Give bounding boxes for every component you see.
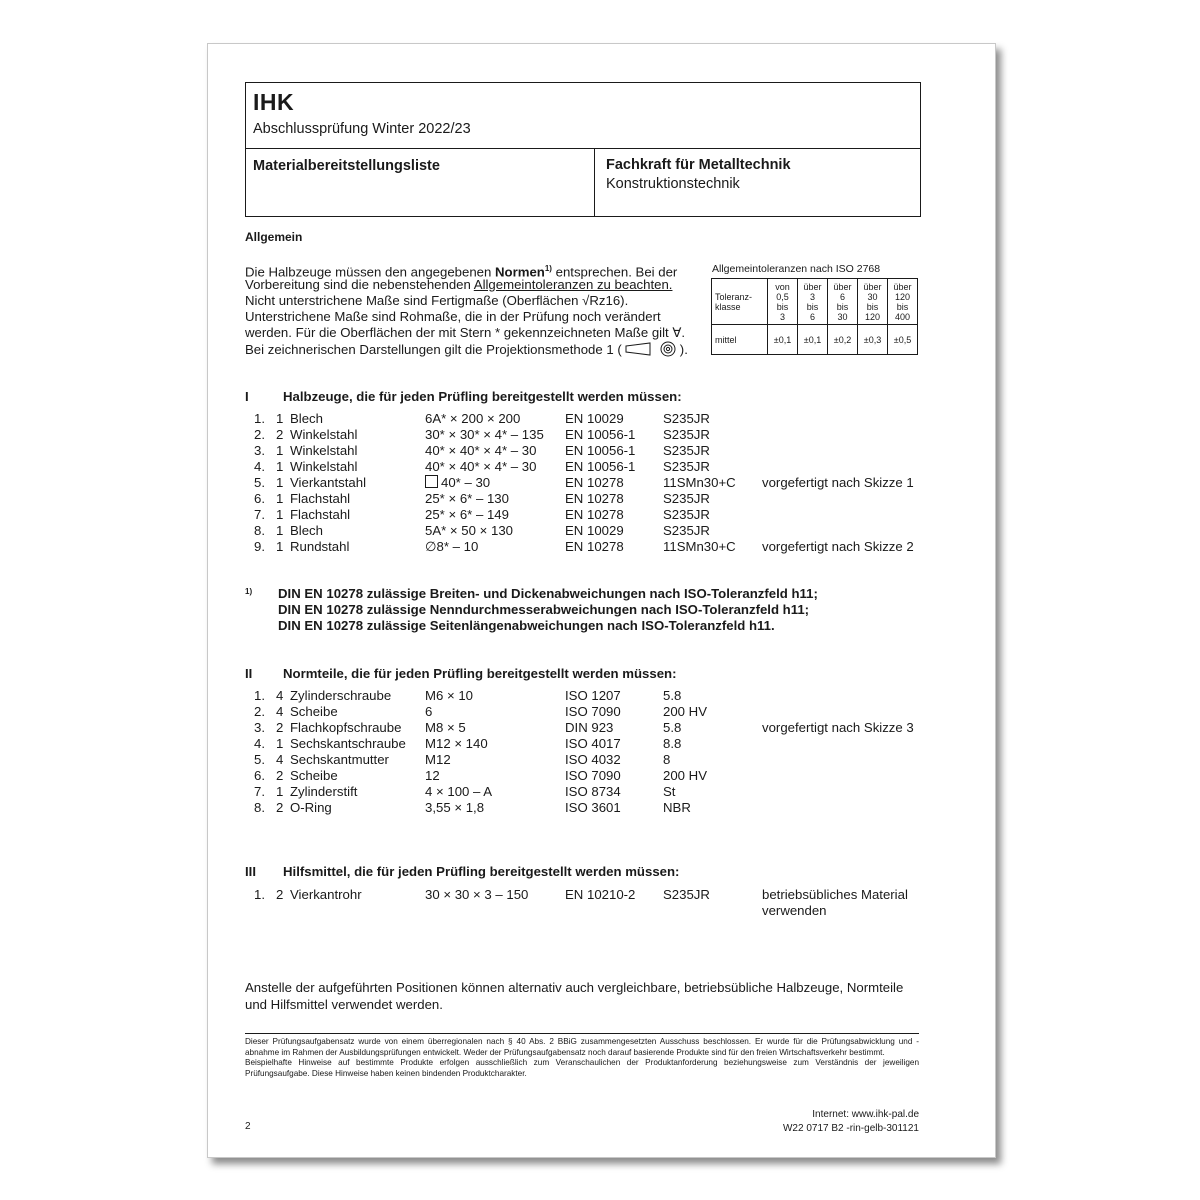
general-line-3: Nicht unterstrichene Maße sind Fertigmaße (Oberflächen √Rz16).: [245, 293, 629, 308]
exam-title: Abschlussprüfung Winter 2022/23: [253, 121, 471, 137]
general-heading: Allgemein: [245, 230, 303, 244]
page-number: 2: [245, 1121, 251, 1132]
projection-method-icon: [624, 341, 678, 357]
header-divider-vertical: [594, 148, 595, 216]
section-1-heading: I Halbzeuge, die für jeden Prüfling bereitgestellt werden müssen:: [245, 389, 682, 404]
tolerance-value: ±0,1: [768, 325, 798, 355]
tolerance-table: [711, 278, 918, 355]
closing-note: Anstelle der aufgeführten Positionen können alternativ auch vergleichbare, betriebsübliche Halbzeuge, Normteile und Hilfsmittel verwendet werden.: [245, 980, 904, 1012]
section-3-heading: III Hilfsmittel, die für jeden Prüfling bereitgestellt werden müssen:: [245, 864, 680, 879]
tolerance-table-title: Allgemeintoleranzen nach ISO 2768: [712, 263, 881, 275]
general-line-1: Die Halbzeuge müssen den angegebenen Normen$^{1)}$ entsprechen. Bei der: [245, 264, 678, 280]
general-line-6: Bei zeichnerischen Darstellungen gilt die Projektionsmethode 1 ( ).: [245, 342, 688, 357]
tolerance-class-header: Toleranz- klasse: [712, 279, 768, 325]
footnote-line: DIN EN 10278 zulässige Seitenlängenabweichungen nach ISO-Toleranzfeld h11.: [278, 618, 775, 633]
tolerance-value: ±0,1: [798, 325, 828, 355]
range-2: über 6 bis 30: [828, 279, 858, 325]
document-page: IHK Abschlussprüfung Winter 2022/23 Materialbereitstellungsliste Fachkraft für Metalltechnik Konstruktionstechnik Allgemein Die Halbzeuge müssen den angegebenen Normen$^{1)}$ entsprechen. Bei der Vorbereitung sind die nebenstehenden Allgemeintoleranzen zu beachten. Nicht unterstrichene Maße sind Fertigmaße (Oberflächen √Rz16). Unterstrichene Maße sind Rohmaße, die in der Prüfung noch verändert werden. Für die Oberflächen der mit Stern * gekennzeichneten Maße gilt ∀. Bei zeichnerischen Darstellungen gilt die Projektionsmethode 1 ( ). Allgemeintoleranzen nach ISO 2768 Toleranz- klasse von 0,5 bis 3 über 3 bis 6 über 6 bis 30 über 30 bis 120 über 120 bis 400 mittel ±0,1 ±0,1 ±0,2 ±0,3 ±0,5 I Halbzeuge, die für jeden Prüfling bereitgestellt werden müssen: 1. 1 Blech 6A* × 200 × 200 EN 10029 S235JR 2. 2 Winkelstahl 30* × 30* × 4* – 135 EN 10056-1 S235JR 3. 1 Winkelstahl 40* × 40* × 4* – 30 EN 10056-1 S235JR 4. 1 Winkelstahl 40* × 40* × 4* – 30 EN 10056-1 S235JR 5. 1 Vierkantstahl 40* – 30 EN 10278 11SMn30+C vorgefertigt nach Skizze 1 6. 1 Flachstahl 25* × 6* – 130 EN 10278 S235JR 7. 1 Flachstahl 25* × 6* – 149 EN 10278 S235JR 8. 1 Blech 5A* × 50 × 130 EN 10029 S235JR 9. 1 Rundstahl ∅8* – 10 EN 10278 11SMn30+C vorgefertigt nach Skizze 2 1) DIN EN 10278 zulässige Breiten- und Dickenabweichungen nach ISO-Toleranzfeld h11; DIN EN 10278 zulässige Nenndurchmesserabweichungen nach ISO-Toleranzfeld h11; DIN EN 10278 zulässige Seitenlängenabweichungen nach ISO-Toleranzfeld h11. II Normteile, die für jeden Prüfling bereitgestellt werden müssen: 1. 4 Zylinderschraube M6 × 10 ISO 1207 5.8 2. 4 Scheibe 6 ISO 7090 200 HV 3. 2 Flachkopfschraube M8 × 5 DIN 923 5.8 vorgefertigt nach Skizze 3 4. 1 Sechskantschraube M12 × 140 ISO 4017 8.8 5. 4 Sechskantmutter M12 ISO 4032 8 6. 2 Scheibe 12 ISO 7090 200 HV 7. 1 Zylinderstift 4 × 100 – A ISO 8734 St 8. 2 O-Ring 3,55 × 1,8 ISO 3601 NBR III Hilfsmittel, die für jeden Prüfling bereitgestellt werden müssen: 1. 2 Vierkantrohr 30 × 30 × 3 – 150 EN 10210-2 S235JR betriebsübliches Material verwenden Anstelle der aufgeführten Positionen können alternativ auch vergleichbare, betriebsübliche Halbzeuge, Normteile und Hilfsmittel verwendet werden. Dieser Prüfungsaufgabensatz wurde von einem überregionalen nach § 40 Abs. 2 BBiG zusammengesetzten Ausschuss beschlossen. Er wurde für die Prüfungsabwicklung und -abnahme im Rahmen der Ausbildungsprüfungen entwickelt. Weder der Prüfungsaufgabensatz noch darauf basierende Produkte sind für den freien Wirtschaftsverkehr bestimmt. Beispielhafte Hinweise auf bestimmte Produkte erfolgen ausschließlich zum Veranschaulichen der Produktanforderung beziehungsweise zum Verständnis der jeweiligen Prüfungsaufgabe. Diese Hinweise haben keinen bindenden Produktcharakter. 2 Internet: www.ihk-pal.de W22 0717 B2 -rin-gelb-301121: [207, 43, 996, 1158]
header-box: [245, 82, 921, 217]
footnote-line: DIN EN 10278 zulässige Breiten- und Dickenabweichungen nach ISO-Toleranzfeld h11;: [278, 586, 818, 601]
legal-paragraph: Dieser Prüfungsaufgabensatz wurde von einem überregionalen nach § 40 Abs. 2 BBiG zusammengesetzten Ausschuss beschlossen. Er wurde für die Prüfungsabwicklung und -abnahme im Rahmen der Ausbildungsprüfungen entwickelt. Weder der Prüfungsaufgabensatz noch darauf basierende Produkte sind für den freien Wirtschaftsverkehr bestimmt.: [245, 1037, 919, 1057]
range-0: von 0,5 bis 3: [768, 279, 798, 325]
square-section-icon: [425, 475, 438, 488]
footnote-text: [278, 586, 818, 634]
range-4: über 120 bis 400: [888, 279, 918, 325]
section-2-heading: II Normteile, die für jeden Prüfling bereitgestellt werden müssen:: [245, 666, 677, 681]
specialization: Konstruktionstechnik: [606, 176, 740, 192]
legal-notice: [245, 1037, 919, 1079]
header-divider: [246, 148, 920, 149]
general-line-2: Vorbereitung sind die nebenstehenden Allgemeintoleranzen zu beachten.: [245, 277, 673, 292]
general-line-5: werden. Für die Oberflächen der mit Stern * gekennzeichneten Maße gilt ∀.: [245, 325, 686, 340]
footer-rule: [245, 1033, 919, 1034]
footnote-line: DIN EN 10278 zulässige Nenndurchmesserabweichungen nach ISO-Toleranzfeld h11;: [278, 602, 810, 617]
list-title: Materialbereitstellungsliste: [253, 158, 440, 174]
range-1: über 3 bis 6: [798, 279, 828, 325]
tolerance-value: ±0,3: [858, 325, 888, 355]
org-title: IHK: [253, 89, 295, 115]
internet-link[interactable]: Internet: www.ihk-pal.de: [812, 1109, 919, 1120]
profession-title: Fachkraft für Metalltechnik: [606, 157, 791, 173]
range-3: über 30 bis 120: [858, 279, 888, 325]
general-line-4: Unterstrichene Maße sind Rohmaße, die in der Prüfung noch verändert: [245, 309, 661, 324]
general-text: [245, 261, 695, 357]
footnote-mark: 1): [245, 587, 253, 596]
document-code: W22 0717 B2 -rin-gelb-301121: [782, 1123, 919, 1134]
tolerance-value: ±0,5: [888, 325, 918, 355]
tolerance-value: ±0,2: [828, 325, 858, 355]
legal-paragraph: Beispielhafte Hinweise auf bestimmte Produkte erfolgen ausschließlich zum Veranschaulichen der Produktanforderung beziehungsweise zum Verständnis der jeweiligen Prüfungsaufgabe. Diese Hinweise haben keinen bindenden Produktcharakter.: [245, 1058, 919, 1078]
tolerance-class-mittel: mittel: [712, 325, 768, 355]
